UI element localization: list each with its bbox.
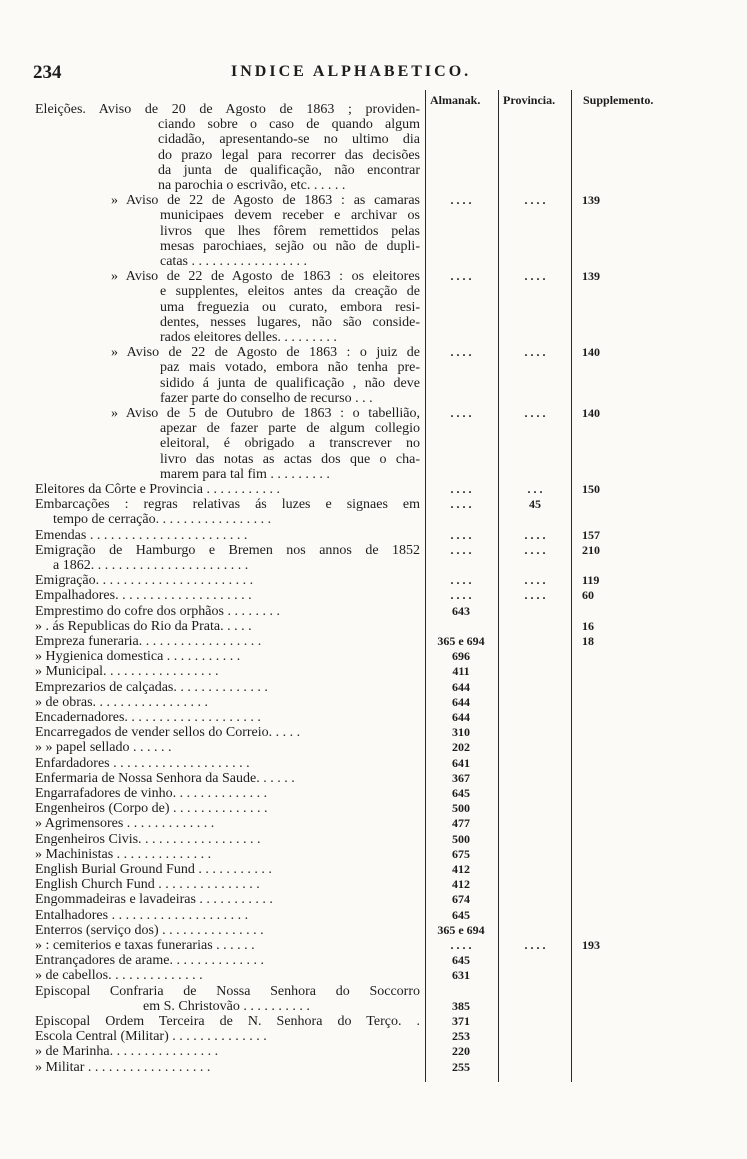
provincia-page: . . . .: [524, 938, 546, 952]
index-line: » Aviso de 5 de Outubro de 1863 : o tabellião,: [111, 406, 420, 421]
almanak-page: 645: [452, 953, 470, 967]
index-line: » Hygienica domestica . . . . . . . . . . .: [35, 649, 241, 664]
almanak-page: 202: [452, 740, 470, 754]
almanak-page: 365 e 694: [437, 634, 485, 648]
index-line: Emendas . . . . . . . . . . . . . . . . . . . . . . .: [35, 528, 248, 543]
index-line: Enfermaria de Nossa Senhora da Saude. . . . . .: [35, 771, 295, 786]
index-line: ciando sobre o caso de quando algum: [158, 117, 420, 132]
index-line: Eleições. Aviso de 20 de Agosto de 1863 ; providen-: [35, 102, 420, 117]
index-line: Emprestimo do cofre dos orphãos . . . . . . . .: [35, 604, 280, 619]
index-line: Episcopal Ordem Terceira de N. Senhora do Terço. .: [35, 1014, 420, 1029]
almanak-page: . . . .: [450, 193, 472, 207]
index-line: livros que lhes fôrem remettidos pelas: [160, 224, 420, 239]
provincia-page: 45: [529, 497, 541, 511]
almanak-page: 365 e 694: [437, 923, 485, 937]
almanak-page: 310: [452, 725, 470, 739]
supplemento-page: 150: [582, 482, 600, 496]
almanak-page: 500: [452, 801, 470, 815]
almanak-page: 477: [452, 816, 470, 830]
index-line: na parochia o escrivão, etc. . . . . .: [158, 178, 346, 193]
index-line: e supplentes, eleitos antes da creação de: [160, 284, 420, 299]
supplemento-page: 139: [582, 269, 600, 283]
almanak-page: 367: [452, 771, 470, 785]
almanak-page: . . . .: [450, 938, 472, 952]
almanak-page: . . . .: [450, 269, 472, 283]
index-line: » de cabellos. . . . . . . . . . . . . .: [35, 968, 203, 983]
index-line: » Agrimensores . . . . . . . . . . . . .: [35, 816, 215, 831]
index-line: rados eleitores delles. . . . . . . . .: [160, 330, 337, 345]
index-line: fazer parte do conselho de recurso . . .: [160, 391, 373, 406]
index-line: » » papel sellado . . . . . .: [35, 740, 172, 755]
index-line: » Aviso de 22 de Agosto de 1863 : o juiz de: [111, 345, 420, 360]
almanak-page: 641: [452, 756, 470, 770]
index-line: livro das notas as actas dos que o cha-: [160, 452, 420, 467]
index-line: Emigração. . . . . . . . . . . . . . . . . . . . . . .: [35, 573, 254, 588]
index-line: » Machinistas . . . . . . . . . . . . . .: [35, 847, 212, 862]
index-line: Embarcações : regras relativas ás luzes e signaes em: [35, 497, 420, 512]
index-line: apezar de fazer parte de algum collegio: [160, 421, 420, 436]
index-line: paz mais votado, embora não tenha pre-: [160, 360, 420, 375]
almanak-page: . . . .: [450, 588, 472, 602]
supplemento-page: 140: [582, 345, 600, 359]
supplemento-page: 139: [582, 193, 600, 207]
index-line: tempo de cerração. . . . . . . . . . . . . . . . .: [53, 512, 272, 527]
almanak-page: 371: [452, 1014, 470, 1028]
almanak-page: 645: [452, 908, 470, 922]
index-line: » : cemiterios e taxas funerarias . . . . . .: [35, 938, 255, 953]
index-line: municipaes devem receber e archivar os: [160, 208, 420, 223]
index-line: Entrançadores de arame. . . . . . . . . . . . . .: [35, 953, 264, 968]
index-line: » Aviso de 22 de Agosto de 1863 : as camaras: [111, 193, 420, 208]
almanak-page: 674: [452, 892, 470, 906]
almanak-page: 500: [452, 832, 470, 846]
supplemento-page: 16: [582, 619, 594, 633]
almanak-page: . . . .: [450, 573, 472, 587]
supplemento-page: 119: [582, 573, 600, 587]
provincia-page: . . .: [527, 482, 543, 496]
almanak-page: . . . .: [450, 497, 472, 511]
almanak-page: 675: [452, 847, 470, 861]
index-line: Emprezarios de calçadas. . . . . . . . . . . . . .: [35, 680, 268, 695]
almanak-page: 645: [452, 786, 470, 800]
index-line: » de obras. . . . . . . . . . . . . . . . .: [35, 695, 209, 710]
index-line: Engenheiros Civis. . . . . . . . . . . . . . . . . .: [35, 832, 261, 847]
supplemento-page: 157: [582, 528, 600, 542]
almanak-page: 385: [452, 999, 470, 1013]
index-line: do prazo legal para recorrer das decisões: [158, 148, 420, 163]
provincia-page: . . . .: [524, 269, 546, 283]
index-line: » Aviso de 22 de Agosto de 1863 : os eleitores: [111, 269, 420, 284]
supplemento-page: 18: [582, 634, 594, 648]
supplemento-page: 193: [582, 938, 600, 952]
almanak-page: 412: [452, 862, 470, 876]
index-line: Encarregados de vender sellos do Correio. . . . .: [35, 725, 301, 740]
provincia-page: . . . .: [524, 528, 546, 542]
almanak-page: 696: [452, 649, 470, 663]
almanak-page: 643: [452, 604, 470, 618]
almanak-page: . . . .: [450, 528, 472, 542]
supplemento-page: 140: [582, 406, 600, 420]
almanak-page: . . . .: [450, 482, 472, 496]
provincia-page: . . . .: [524, 193, 546, 207]
index-line: » Militar . . . . . . . . . . . . . . . . . .: [35, 1060, 211, 1075]
index-line: Emigração de Hamburgo e Bremen nos annos de 1852: [35, 543, 420, 558]
index-line: » Municipal. . . . . . . . . . . . . . . . .: [35, 664, 219, 679]
page-number: 234: [33, 62, 62, 83]
index-line: English Burial Ground Fund . . . . . . . . . . .: [35, 862, 272, 877]
index-line: Empreza funeraria. . . . . . . . . . . . . . . . . .: [35, 634, 262, 649]
almanak-page: 631: [452, 968, 470, 982]
index-line: em S. Christovão . . . . . . . . . .: [143, 999, 310, 1014]
almanak-page: 412: [452, 877, 470, 891]
index-line: a 1862. . . . . . . . . . . . . . . . . . . . . . .: [53, 558, 249, 573]
index-line: sidido á junta de qualificação , não deve: [160, 376, 420, 391]
index-line: Engommadeiras e lavadeiras . . . . . . . . . . .: [35, 892, 273, 907]
almanak-page: 253: [452, 1029, 470, 1043]
index-line: Encadernadores. . . . . . . . . . . . . . . . . . . .: [35, 710, 261, 725]
index-line: Enterros (serviço dos) . . . . . . . . . . . . . . .: [35, 923, 264, 938]
index-line: catas . . . . . . . . . . . . . . . . .: [160, 254, 307, 269]
provincia-page: . . . .: [524, 573, 546, 587]
index-line: » . ás Republicas do Rio da Prata. . . . .: [35, 619, 252, 634]
almanak-page: . . . .: [450, 543, 472, 557]
index-line: mesas parochiaes, sejão ou não de dupli-: [160, 239, 420, 254]
supplemento-page: 210: [582, 543, 600, 557]
index-line: Engarrafadores de vinho. . . . . . . . . . . . . .: [35, 786, 268, 801]
index-line: Enfardadores . . . . . . . . . . . . . . . . . . . .: [35, 756, 250, 771]
index-line: Episcopal Confraria de Nossa Senhora do Soccorro: [35, 984, 420, 999]
column-rule-right: [571, 90, 572, 1082]
almanak-page: 220: [452, 1044, 470, 1058]
almanak-page: 644: [452, 710, 470, 724]
index-line: dentes, nesses lugares, não são conside-: [160, 315, 420, 330]
column-header-provincia: Provincia.: [503, 93, 556, 107]
provincia-page: . . . .: [524, 588, 546, 602]
provincia-page: . . . .: [524, 345, 546, 359]
column-header-supplemento: Supplemento.: [583, 93, 654, 107]
provincia-page: . . . .: [524, 543, 546, 557]
column-rule-middle: [498, 90, 499, 1082]
provincia-page: . . . .: [524, 406, 546, 420]
index-line: Eleitores da Côrte e Provincia . . . . . . . . . . .: [35, 482, 280, 497]
almanak-page: 644: [452, 680, 470, 694]
index-line: Entalhadores . . . . . . . . . . . . . . . . . . . .: [35, 908, 249, 923]
index-line: » de Marinha. . . . . . . . . . . . . . . .: [35, 1044, 219, 1059]
index-line: Escola Central (Militar) . . . . . . . . . . . . . .: [35, 1029, 267, 1044]
index-line: da junta de qualificação, não encontrar: [158, 163, 420, 178]
index-line: English Church Fund . . . . . . . . . . . . . . .: [35, 877, 260, 892]
index-line: uma freguezia ou curato, embora resi-: [160, 300, 420, 315]
almanak-page: . . . .: [450, 406, 472, 420]
index-line: eleitoral, é obrigado a transcrever no: [160, 436, 420, 451]
index-line: Engenheiros (Corpo de) . . . . . . . . . . . . . .: [35, 801, 268, 816]
index-line: Empalhadores. . . . . . . . . . . . . . . . . . . .: [35, 588, 252, 603]
index-line: cidadão, apresentando-se no ultimo dia: [158, 132, 420, 147]
almanak-page: 255: [452, 1060, 470, 1074]
index-line: marem para tal fim . . . . . . . . .: [160, 467, 330, 482]
column-header-almanak: Almanak.: [430, 93, 481, 107]
almanak-page: 644: [452, 695, 470, 709]
almanak-page: 411: [452, 664, 470, 678]
running-head: INDICE ALPHABETICO.: [231, 63, 472, 80]
almanak-page: . . . .: [450, 345, 472, 359]
supplemento-page: 60: [582, 588, 594, 602]
